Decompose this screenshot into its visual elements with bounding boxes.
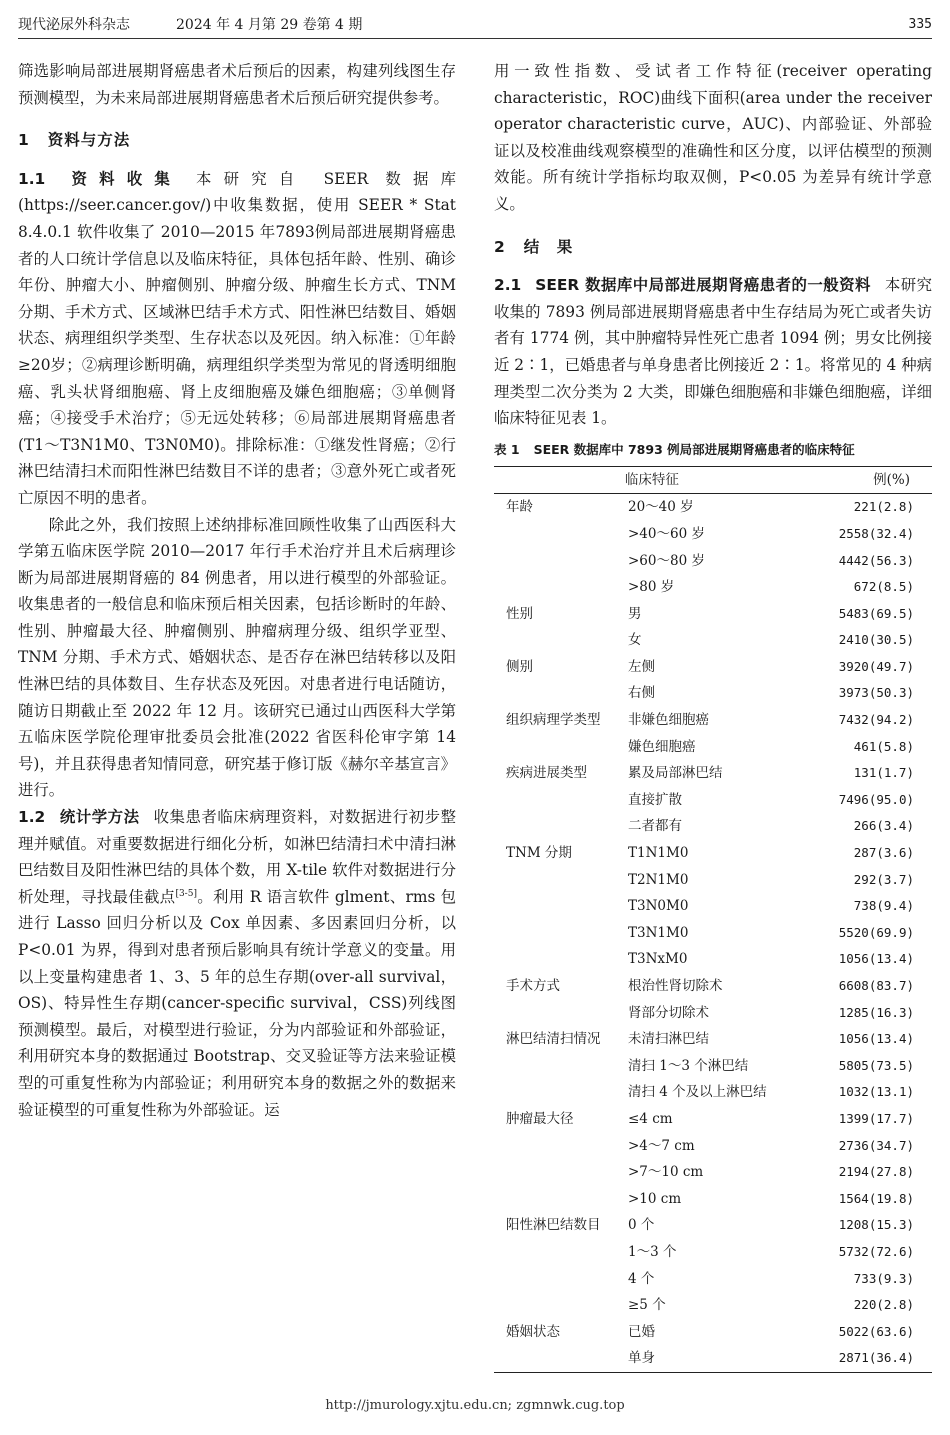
table-row — [494, 893, 932, 920]
subsection-1-1 — [18, 166, 456, 512]
row-value: 5520(69.9) — [838, 924, 914, 940]
row-value: 1208(15.3) — [838, 1217, 914, 1233]
subsection-2-1 — [494, 272, 932, 432]
row-subgroup: 1～3 个 — [628, 1243, 677, 1260]
table-row — [494, 654, 932, 681]
row-subgroup: 二者都有 — [628, 818, 682, 835]
row-subgroup: >60～80 岁 — [628, 552, 705, 569]
row-category: 肿瘤最大径 — [506, 1110, 574, 1127]
clinical-features-table — [494, 466, 932, 1373]
row-category — [494, 1345, 628, 1372]
row-value: 287(3.6) — [853, 845, 914, 861]
subsection-text: 本研究自 SEER 数据库(https://seer.cancer.gov/)中收集数据，使用 SEER * Stat 8.4.0.1 软件收集了 2010—2015 年7893例局部进展期肾癌患者的人口统计学信息以及临床特征，具体包括年龄、性别、确诊年份、肿瘤大小、肿瘤侧别、肿瘤分级、肿瘤生长方式、TNM 分期、手术方式、区域淋巴结手术方式、阳性淋巴结数目、婚姻状态、病理组织学类型、生存状态以及死因。纳入标准：①年龄≥20岁；②病理诊断明确，病理组织学类型为常见的肾透明细胞癌、乳头状肾细胞癌、肾上皮细胞癌及嫌色细胞癌；③单侧肾癌；④接受手术治疗；⑤无远处转移；⑥局部进展期肾癌患者(T1～T3N1M0、T3N0M0)。排除标准：①继发性肾癌；②行淋巴结清扫术而阳性淋巴结数目不详的患者；③意外死亡或者死亡原因不明的患者。 — [18, 169, 456, 507]
intro-paragraph: 筛选影响局部进展期肾癌患者术后预后的因素，构建列线图生存预测模型，为未来局部进展期肾癌患者术后预后研究提供参考。 — [18, 62, 456, 107]
row-value: 221(2.8) — [853, 499, 914, 515]
table-row — [494, 548, 932, 575]
row-value: 2558(32.4) — [838, 525, 914, 541]
table-row — [494, 734, 932, 761]
table-row — [494, 946, 932, 973]
table-row — [494, 813, 932, 840]
header-value: 例(%) — [810, 466, 932, 494]
row-subgroup: >40～60 岁 — [628, 525, 705, 542]
table-number: 表 1 — [494, 441, 520, 457]
running-header — [18, 12, 932, 39]
header-feature: 临床特征 — [494, 466, 810, 494]
row-value: 1285(16.3) — [838, 1004, 914, 1020]
row-value: 1032(13.1) — [838, 1084, 914, 1100]
left-column — [18, 58, 456, 1123]
row-category — [494, 680, 628, 707]
row-subgroup: T3NxM0 — [628, 951, 688, 968]
row-subgroup: 0 个 — [628, 1217, 655, 1234]
row-value: 672(8.5) — [853, 579, 914, 595]
row-subgroup: 肾部分切除术 — [628, 1004, 709, 1021]
row-category — [494, 1292, 628, 1319]
row-category — [494, 920, 628, 947]
row-category — [494, 1266, 628, 1293]
row-category — [494, 867, 628, 894]
table-row — [494, 840, 932, 867]
table-row — [494, 627, 932, 654]
subsection-title: 资料收集 — [59, 169, 182, 188]
row-subgroup: T1N1M0 — [628, 845, 689, 862]
row-subgroup: 单身 — [628, 1345, 810, 1372]
row-value: 5732(72.6) — [838, 1243, 914, 1259]
table-row — [494, 1212, 932, 1239]
row-subgroup: >7～10 cm — [628, 1164, 704, 1181]
continued-paragraph: 用一致性指数、受试者工作特征(receiver operating characteristic，ROC)曲线下面积(area under the receiver operator characteristic curve，AUC)、内部验证、外部验证以及校准曲线观察模型的准确性和区分度，以评估模型的预测效能。所有统计学指标均取双侧，P<0.05 为差异有统计学意义。 — [494, 62, 932, 213]
row-value: 2736(34.7) — [838, 1137, 914, 1153]
row-value: 5022(63.6) — [838, 1323, 914, 1339]
page-number: 335 — [908, 17, 932, 32]
table-header-row — [494, 466, 932, 494]
table-row — [494, 787, 932, 814]
row-subgroup: 已婚 — [628, 1323, 655, 1340]
row-category: 侧别 — [506, 658, 533, 675]
row-category — [494, 1053, 628, 1080]
journal-name: 现代泌尿外科杂志 — [18, 17, 130, 33]
body-paragraph: 除此之外，我们按照上述纳排标准回顾性收集了山西医科大学第五临床医学院 2010—2017 年行手术治疗并且术后病理诊断为局部进展期肾癌的 84 例患者，用以进行模型的外部验证。收集患者的一般信息和临床预后相关因素，包括诊断时的年龄、性别、肿瘤最大径、肿瘤侧别、肿瘤病理分级、组织学亚型、TNM 分期、手术方式、婚姻状态、是否存在淋巴结转移以及阳性淋巴结的具体数目、生存状态及死因。对患者进行电话随访，随访日期截止至 2022 年 12 月。该研究已通过山西医科大学第五临床医学院伦理审批委员会批准(2022 省医科伦审字第 14 号)，并且获得患者知情同意，研究基于修订版《赫尔辛基宣言》进行。 — [18, 515, 456, 800]
table-row — [494, 920, 932, 947]
row-category — [494, 813, 628, 840]
row-subgroup: 20～40 岁 — [628, 499, 694, 516]
row-category: TNM 分期 — [506, 845, 572, 862]
row-category: 淋巴结清扫情况 — [506, 1031, 601, 1048]
section-title: 结 果 — [523, 237, 574, 256]
table-1 — [494, 440, 932, 1373]
row-category — [494, 893, 628, 920]
table-body — [494, 494, 932, 1373]
table-row — [494, 1186, 932, 1213]
row-value: 3920(49.7) — [838, 658, 914, 674]
row-subgroup: 左侧 — [628, 658, 655, 675]
row-value: 6608(83.7) — [838, 978, 914, 993]
row-category — [494, 1239, 628, 1266]
table-row — [494, 1133, 932, 1160]
row-value: 7432(94.2) — [838, 712, 914, 728]
row-subgroup: 右侧 — [628, 685, 655, 702]
table-row — [494, 1026, 932, 1053]
row-value: 220(2.8) — [853, 1297, 914, 1313]
row-value: 738(9.4) — [853, 898, 914, 914]
row-subgroup: 清扫 4 个及以上淋巴结 — [628, 1084, 767, 1101]
row-subgroup: 嫌色细胞癌 — [628, 738, 696, 755]
row-value: 4442(56.3) — [838, 552, 914, 568]
row-subgroup: T3N1M0 — [628, 924, 689, 941]
row-category — [494, 521, 628, 548]
row-value: 1564(19.8) — [838, 1190, 914, 1206]
table-row — [494, 1292, 932, 1319]
section-1-heading — [18, 127, 456, 154]
subsection-number: 1.1 — [18, 169, 46, 188]
table-row — [494, 1319, 932, 1346]
row-subgroup: >4～7 cm — [628, 1137, 695, 1154]
row-value: 2410(30.5) — [838, 632, 914, 648]
row-value: 5805(73.5) — [838, 1057, 914, 1073]
issue-info: 2024 年 4 月第 29 卷第 4 期 — [176, 17, 363, 33]
table-row — [494, 1106, 932, 1133]
table-caption — [494, 440, 932, 460]
row-value: 461(5.8) — [853, 738, 914, 754]
row-category — [494, 734, 628, 761]
row-subgroup: 根治性肾切除术 — [628, 978, 723, 994]
section-number: 2 — [494, 237, 506, 256]
row-subgroup: 女 — [628, 632, 642, 649]
table-row — [494, 1159, 932, 1186]
section-number: 1 — [18, 131, 30, 150]
table-row — [494, 680, 932, 707]
table-row — [494, 521, 932, 548]
section-2-heading — [494, 234, 932, 261]
table-row — [494, 867, 932, 894]
table-row — [494, 973, 932, 1000]
row-category — [494, 1186, 628, 1213]
subsection-title: SEER 数据库中局部进展期肾癌患者的一般资料 — [535, 276, 871, 295]
subsection-number: 1.2 — [18, 808, 46, 827]
row-category: 手术方式 — [506, 978, 560, 994]
table-row — [494, 1345, 932, 1372]
row-category — [494, 574, 628, 601]
table-row — [494, 1053, 932, 1080]
row-category — [494, 946, 628, 973]
row-subgroup: >10 cm — [628, 1190, 682, 1207]
row-value: 131(1.7) — [853, 765, 914, 781]
table-row — [494, 574, 932, 601]
table-row — [494, 707, 932, 734]
row-subgroup: >80 岁 — [628, 579, 675, 596]
row-value: 2871(36.4) — [810, 1345, 932, 1372]
row-category: 性别 — [506, 605, 533, 622]
row-value: 1056(13.4) — [838, 951, 914, 967]
row-category — [494, 627, 628, 654]
citation-ref: [3-5] — [175, 888, 197, 899]
subsection-text: 收集患者临床病理资料，对数据进行初步整理并赋值。对重要数据进行细化分析，如淋巴结清扫术中清扫淋巴结数目及阳性淋巴结的具体个数，用 X-tile 软件对数据进行分析处理，寻找最佳截点 — [18, 808, 456, 906]
table-row — [494, 1079, 932, 1106]
row-category — [494, 548, 628, 575]
row-category — [494, 1133, 628, 1160]
row-value: 733(9.3) — [853, 1270, 914, 1286]
row-value: 266(3.4) — [853, 818, 914, 834]
table-row — [494, 1239, 932, 1266]
row-value: 7496(95.0) — [838, 791, 914, 807]
row-category — [494, 1079, 628, 1106]
row-value: 2194(27.8) — [838, 1164, 914, 1180]
row-subgroup: 非嫌色细胞癌 — [628, 712, 709, 729]
subsection-text: 本研究收集的 7893 例局部进展期肾癌患者中生存结局为死亡或者失访者有 1774 例，其中肿瘤特异性死亡患者 1094 例；男女比例接近 2∶1，已婚患者与单身患者比例接近 2∶1。将常见的 4 种病理类型二次分类为 2 大类，即嫌色细胞癌和非嫌色细胞癌，详细临床特征见表 1。 — [494, 276, 932, 428]
right-column — [494, 58, 932, 1373]
row-subgroup: 直接扩散 — [628, 791, 682, 808]
row-value: 3973(50.3) — [838, 685, 914, 701]
row-subgroup: 清扫 1～3 个淋巴结 — [628, 1057, 749, 1074]
row-value: 1399(17.7) — [838, 1110, 914, 1126]
row-subgroup: 4 个 — [628, 1270, 655, 1287]
page-footer-url: http://jmurology.xjtu.edu.cn; zgmnwk.cug.top — [325, 1398, 625, 1413]
row-category: 阳性淋巴结数目 — [506, 1217, 601, 1234]
row-category: 婚姻状态 — [506, 1323, 560, 1340]
subsection-1-2 — [18, 804, 456, 1123]
table-row — [494, 760, 932, 787]
row-category — [494, 1000, 628, 1027]
row-subgroup: ≥5 个 — [628, 1297, 666, 1314]
table-row — [494, 1266, 932, 1293]
row-category — [494, 787, 628, 814]
subsection-title: 统计学方法 — [59, 808, 140, 827]
row-subgroup: ≤4 cm — [628, 1110, 673, 1127]
row-subgroup: T2N1M0 — [628, 871, 689, 888]
table-row — [494, 494, 932, 521]
row-value: 292(3.7) — [853, 871, 914, 887]
row-subgroup: 累及局部淋巴结 — [628, 765, 723, 782]
row-value: 5483(69.5) — [838, 605, 914, 621]
table-row — [494, 1000, 932, 1027]
row-subgroup: 未清扫淋巴结 — [628, 1031, 709, 1048]
row-category: 组织病理学类型 — [506, 712, 601, 729]
row-category: 年龄 — [506, 499, 533, 516]
subsection-text-cont: 。利用 R 语言软件 glment、rms 包进行 Lasso 回归分析以及 Cox 单因素、多因素回归分析，以 P<0.01 为界，得到对患者预后影响具有统计学意义的变量。用以上变量构建患者 1、3、5 年的总生存期(over-all survival，OS)、特异性生存期(cancer-specific survival，CSS)列线图预测模型。最后，对模型进行验证，分为内部验证和外部验证，利用研究本身的数据通过 Bootstrap、交叉验证等方法来验证模型的可重复性称为内部验证；利用研究本身的数据之外的数据来验证模型的可重复性称为外部验证。运 — [18, 887, 456, 1119]
row-category — [494, 1159, 628, 1186]
row-subgroup: T3N0M0 — [628, 898, 689, 915]
row-value: 1056(13.4) — [838, 1031, 914, 1047]
table-title: SEER 数据库中 7893 例局部进展期肾癌患者的临床特征 — [533, 441, 855, 457]
section-title: 资料与方法 — [47, 131, 131, 150]
row-subgroup: 男 — [628, 605, 642, 622]
row-category: 疾病进展类型 — [506, 765, 587, 782]
table-row — [494, 601, 932, 628]
subsection-number: 2.1 — [494, 276, 522, 295]
